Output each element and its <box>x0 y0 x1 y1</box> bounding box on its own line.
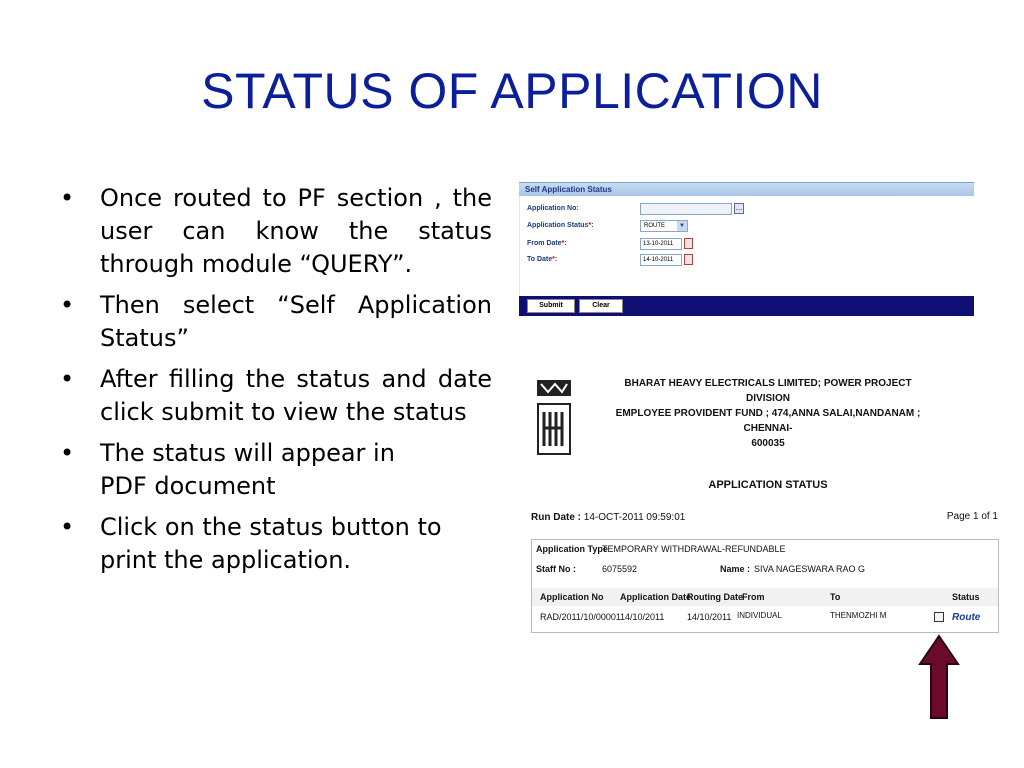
bullet-dot: • <box>60 291 75 319</box>
lookup-button[interactable]: ... <box>735 204 743 212</box>
bullet-item <box>60 363 492 429</box>
chevron-down-icon[interactable]: ▼ <box>677 221 687 231</box>
to-cell: THENMOZHI M <box>830 611 887 620</box>
application-no-cell: RAD/2011/10/00001 <box>540 612 621 622</box>
form-button-bar <box>519 296 974 316</box>
to-date-input[interactable]: 14-10-2011 <box>640 254 682 266</box>
application-type-value: TEMPORARY WITHDRAWAL-REFUNDABLE <box>602 544 786 554</box>
application-type-label: Application Type <box>536 544 608 554</box>
name-value: SIVA NAGESWARA RAO G <box>754 564 866 574</box>
bullet-text: The status will appear in PDF document <box>100 439 395 500</box>
column-header: From <box>742 592 765 602</box>
calendar-icon[interactable] <box>684 254 693 265</box>
application-no-label: Application No: <box>527 205 579 212</box>
bullet-dot: • <box>60 513 75 541</box>
slide-title: STATUS OF APPLICATION <box>201 63 823 119</box>
org-line: 600035 <box>751 438 785 449</box>
print-icon[interactable] <box>934 612 944 622</box>
org-line: EMPLOYEE PROVIDENT FUND ; 474,ANNA SALAI,NANDANAM ; CHENNAI- <box>615 408 921 434</box>
column-header: Application No <box>540 592 604 602</box>
from-cell: INDIVIDUAL <box>737 611 782 620</box>
status-route-link[interactable]: Route <box>952 612 981 623</box>
column-header: To <box>830 592 841 602</box>
from-date-input[interactable]: 13-10-2011 <box>640 238 682 250</box>
to-date-label: To Date*: <box>527 256 558 263</box>
form-breadcrumb <box>519 168 974 182</box>
staff-no-label: Staff No : <box>536 564 576 574</box>
clear-button[interactable]: Clear <box>579 299 623 313</box>
arrow-up-icon <box>918 634 960 720</box>
bullet-text: Once routed to PF section , the user can know the status through module “QUERY”. <box>100 184 492 278</box>
application-no-input[interactable] <box>640 203 732 215</box>
page-info: Page 1 of 1 <box>946 511 998 522</box>
staff-no-value: 6075592 <box>602 564 638 574</box>
bhel-logo <box>536 378 572 456</box>
application-status-select[interactable] <box>640 220 688 232</box>
bullet-item <box>60 182 492 281</box>
column-header: Application Date <box>620 592 692 602</box>
from-date-label: From Date*: <box>527 240 567 247</box>
report-table <box>531 539 999 633</box>
column-header: Status <box>952 592 980 602</box>
application-date-cell: 14/10/2011 <box>620 612 665 622</box>
status-select-value: ROUTE <box>644 223 665 229</box>
calendar-icon[interactable] <box>684 238 693 249</box>
self-application-status-form <box>519 168 974 326</box>
organization-header <box>608 376 928 451</box>
column-header: Routing Date <box>687 592 743 602</box>
bullet-dot: • <box>60 365 75 393</box>
submit-button[interactable]: Submit <box>527 299 575 313</box>
routing-date-cell: 14/10/2011 <box>687 612 732 622</box>
org-line: BHARAT HEAVY ELECTRICALS LIMITED; POWER PROJECT DIVISION <box>624 378 912 404</box>
report-title: APPLICATION STATUS <box>708 479 828 491</box>
bullet-text: Click on the status button to print the application. <box>100 513 442 574</box>
bullet-item <box>60 437 492 503</box>
bullet-text: Then select “Self Application Status” <box>100 291 492 352</box>
form-header: Self Application Status <box>519 182 974 196</box>
name-label: Name : <box>720 564 751 574</box>
instruction-list <box>60 182 492 585</box>
application-status-report <box>528 372 1000 640</box>
application-status-label: Application Status*: <box>527 222 594 229</box>
run-date: Run Date : 14-OCT-2011 09:59:01 <box>531 512 686 523</box>
bullet-text: After filling the status and date click submit to view the status <box>100 365 492 426</box>
bullet-dot: • <box>60 184 75 212</box>
bullet-item <box>60 289 492 355</box>
form-body <box>519 196 974 296</box>
bullet-dot: • <box>60 439 75 467</box>
bullet-item <box>60 511 492 577</box>
